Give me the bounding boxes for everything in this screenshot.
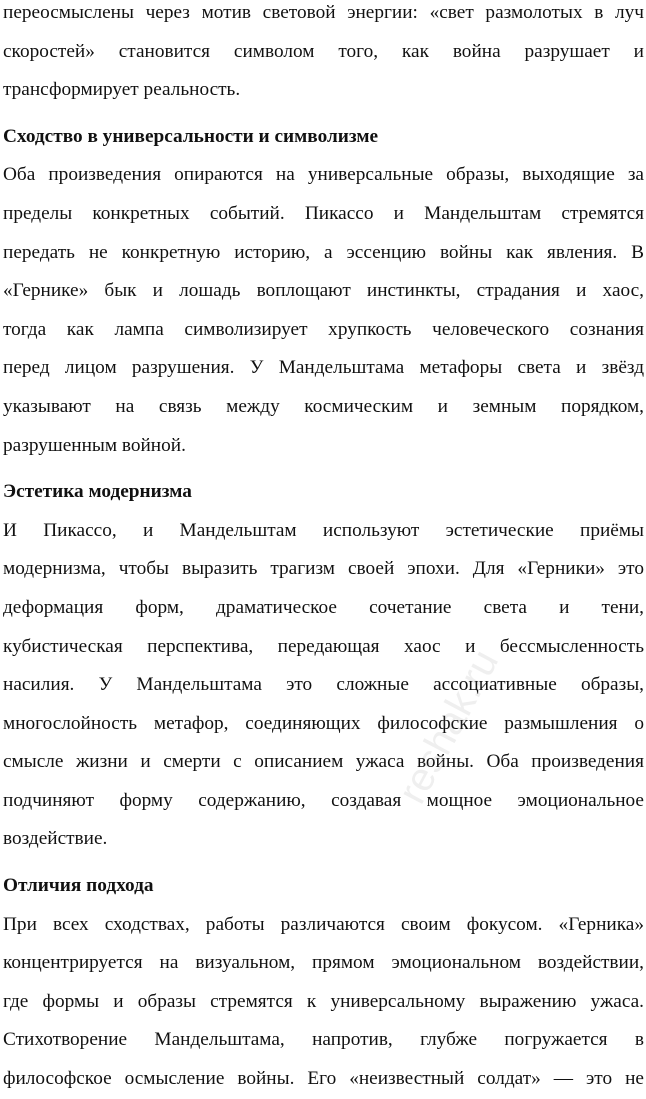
text-line: указывают на связь между космическим и земным порядком,: [3, 395, 644, 417]
text-line: разрушенным войной.: [3, 434, 186, 456]
text-line: Оба произведения опираются на универсальные образы, выходящие за: [3, 164, 644, 186]
text-line: смысле жизни и смерти с описанием ужаса войны. Оба произведения: [3, 751, 644, 773]
text-line: пределы конкретных событий. Пикассо и Мандельштам стремятся: [3, 202, 644, 224]
text-line: насилия. У Мандельштама это сложные ассоциативные образы,: [3, 674, 644, 696]
text-line: «Гернике» бык и лошадь воплощают инстинкты, страдания и хаос,: [3, 280, 644, 302]
text-line: скоростей» становится символом того, как война разрушает и: [3, 40, 644, 62]
text-line: переосмыслены через мотив световой энергии: «свет размолотых в луч: [3, 2, 644, 23]
text-line: воздействие.: [3, 828, 108, 850]
text-line: трансформирует реальность.: [3, 79, 241, 101]
text-line: многослойность метафор, соединяющих философские размышления о: [3, 712, 644, 734]
text-line: концентрируется на визуальном, прямом эмоциональном воздействии,: [3, 952, 644, 974]
text-line: И Пикассо, и Мандельштам используют эстетические приёмы: [3, 519, 644, 541]
text-line: кубистическая перспектива, передающая хаос и бессмысленность: [3, 635, 644, 657]
section-universality: [3, 118, 644, 465]
text-line: модернизма, чтобы выразить трагизм своей эпохи. Для «Герники» это: [3, 558, 644, 580]
section-heading: Эстетика модернизма: [3, 481, 192, 503]
section-heading: Сходство в универсальности и символизме: [3, 125, 379, 147]
text-line: передать не конкретную историю, а эссенцию войны как явления. В: [3, 241, 644, 263]
document-page: [3, 0, 644, 1099]
section-differences: [3, 867, 644, 1099]
text-line: перед лицом разрушения. У Мандельштама метафоры света и звёзд: [3, 357, 644, 379]
text-line: деформация форм, драматическое сочетание света и тени,: [3, 596, 644, 618]
text-line: философское осмысление войны. Его «неизвестный солдат» — это не: [3, 1068, 644, 1090]
paragraph-intro: [3, 0, 644, 110]
section-modernism: [3, 473, 644, 859]
text-line: При всех сходствах, работы различаются своим фокусом. «Герника»: [3, 913, 644, 935]
text-line: подчиняют форму содержанию, создавая мощное эмоциональное: [3, 789, 644, 811]
text-line: тогда как лампа символизирует хрупкость человеческого сознания: [3, 318, 644, 340]
watermark-logo: reshak.ru: [390, 642, 508, 811]
text-line: где формы и образы стремятся к универсальному выражению ужаса.: [3, 990, 644, 1012]
section-heading: Отличия подхода: [3, 875, 154, 897]
text-line: Стихотворение Мандельштама, напротив, глубже погружается в: [3, 1029, 644, 1051]
